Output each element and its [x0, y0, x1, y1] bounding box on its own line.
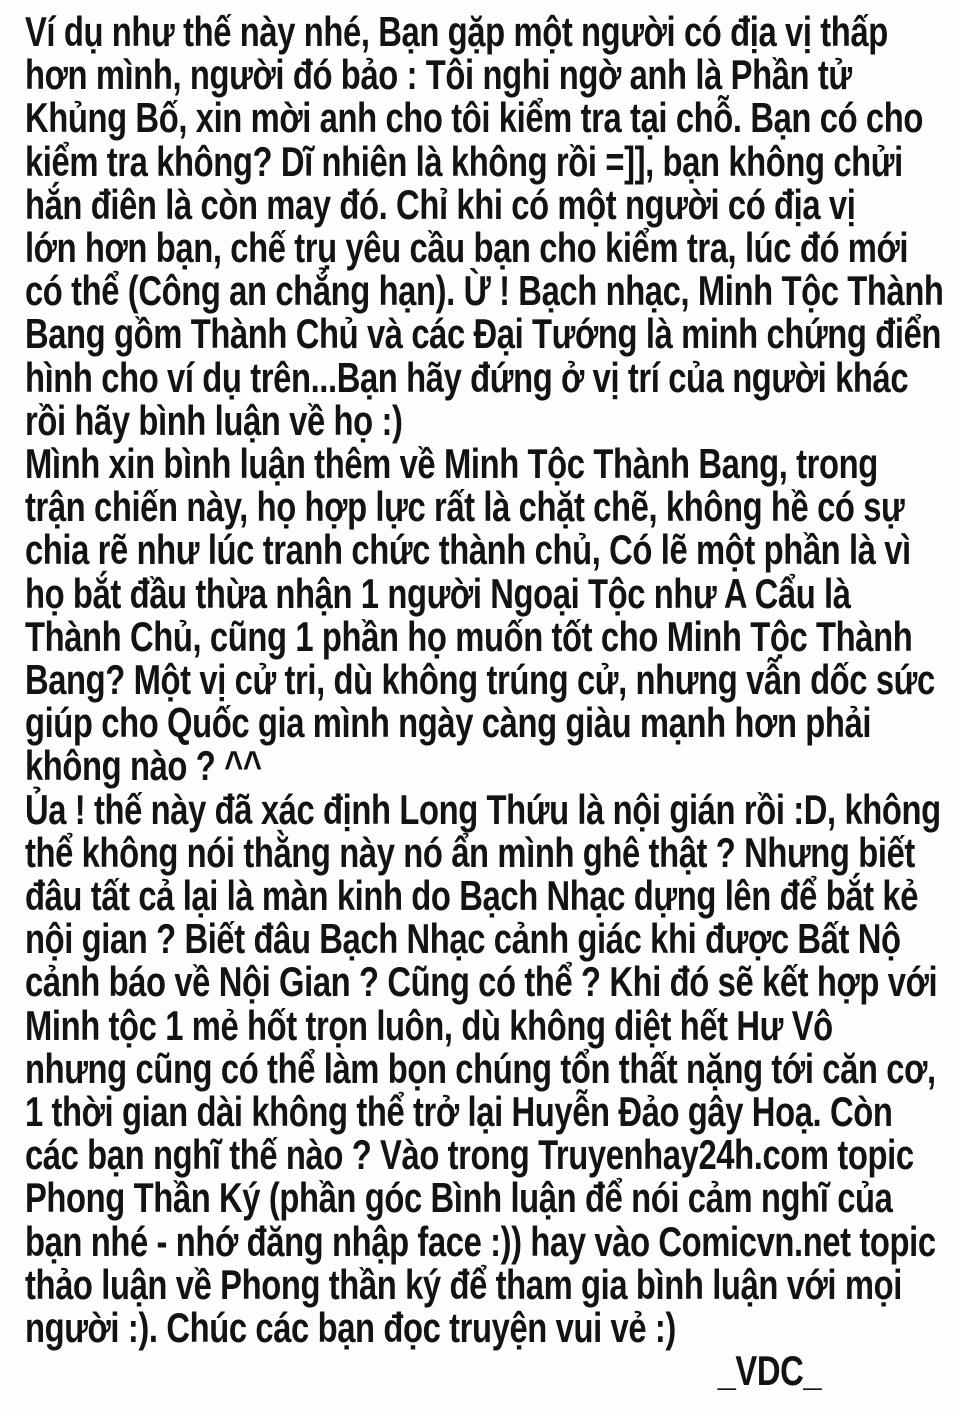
text-line: Phong Thần Ký (phần góc Bình luận để nói cảm nghĩ của	[24, 1174, 893, 1222]
text-line: các bạn nghĩ thế nào ? Vào trong Truyenhay24h.com topic	[24, 1131, 914, 1179]
text-line: rồi hãy bình luận về họ :)	[24, 396, 403, 444]
text-line: Ví dụ như thế này nhé, Bạn gặp một người có địa vị thấp	[24, 8, 888, 55]
text-line: không nào ? ^^	[24, 742, 262, 790]
text-line: Bang gồm Thành Chủ và các Đại Tướng là minh chứng điển	[24, 310, 942, 358]
text-line: Ủa ! thế này đã xác định Long Thứu là nội gián rồi :D, không	[24, 785, 941, 833]
text-line: nội gian ? Biết đâu Bạch Nhạc cảnh giác khi được Bất Nộ	[24, 915, 901, 963]
text-line: Khủng Bố, xin mời anh cho tôi kiểm tra tại chỗ. Bạn có cho	[24, 94, 923, 142]
text-line: nhưng cũng có thể làm bọn chúng tổn thất nặng tới căn cơ,	[24, 1044, 936, 1092]
text-line: Minh tộc 1 mẻ hốt trọn luôn, dù không diệt hết Hư Vô	[24, 1001, 833, 1049]
text-line: 1 thời gian dài không thể trở lại Huyễn Đảo gây Hoạ. Còn	[24, 1088, 893, 1136]
text-line: người :). Chúc các bạn đọc truyện vui vẻ :)	[24, 1304, 676, 1352]
text-line: lớn hơn bạn, chế trụ yêu cầu bạn cho kiểm tra, lúc đó mới	[24, 224, 909, 272]
text-line: hình cho ví dụ trên...Bạn hãy đứng ở vị trí của người khác	[24, 353, 909, 401]
translator-signature: _VDC_	[717, 1347, 822, 1395]
text-line: thể không nói thằng này nó ẩn mình ghê thật ? Nhưng biết	[24, 828, 915, 876]
text-line: thảo luận về Phong thần ký để tham gia bình luận với mọi	[24, 1260, 902, 1308]
text-line: họ bắt đầu thừa nhận 1 người Ngoại Tộc như A Cẩu là	[24, 569, 851, 617]
text-line: hắn điên là còn may đó. Chỉ khi có một người có địa vị	[24, 180, 856, 228]
text-line: chia rẽ như lúc tranh chức thành chủ, Có lẽ một phần là vì	[24, 526, 911, 574]
text-line: đâu tất cả lại là màn kinh do Bạch Nhạc dựng lên để bắt kẻ	[24, 872, 919, 920]
text-line: giúp cho Quốc gia mình ngày càng giàu mạnh hơn phải	[24, 699, 872, 747]
text-line: trận chiến này, họ hợp lực rất là chặt chẽ, không hề có sự	[24, 483, 905, 531]
text-line: Mình xin bình luận thêm về Minh Tộc Thành Bang, trong	[24, 440, 878, 488]
text-line: hơn mình, người đó bảo : Tôi nghi ngờ anh là Phần tử	[24, 51, 852, 99]
text-line: bạn nhé - nhớ đăng nhập face :)) hay vào Comicvn.net topic	[24, 1217, 936, 1265]
text-line: cảnh báo về Nội Gian ? Cũng có thể ? Khi đó sẽ kết hợp với	[24, 958, 938, 1006]
text-line: có thể (Công an chẳng hạn). Ừ ! Bạch nhạc, Minh Tộc Thành	[24, 267, 944, 315]
text-line: Thành Chủ, cũng 1 phần họ muốn tốt cho Minh Tộc Thành	[24, 612, 913, 660]
text-line: kiểm tra không? Dĩ nhiên là không rồi =]], bạn không chửi	[24, 137, 903, 185]
text-line: Bang? Một vị cử tri, dù không trúng cử, nhưng vẫn dốc sức	[24, 656, 935, 704]
